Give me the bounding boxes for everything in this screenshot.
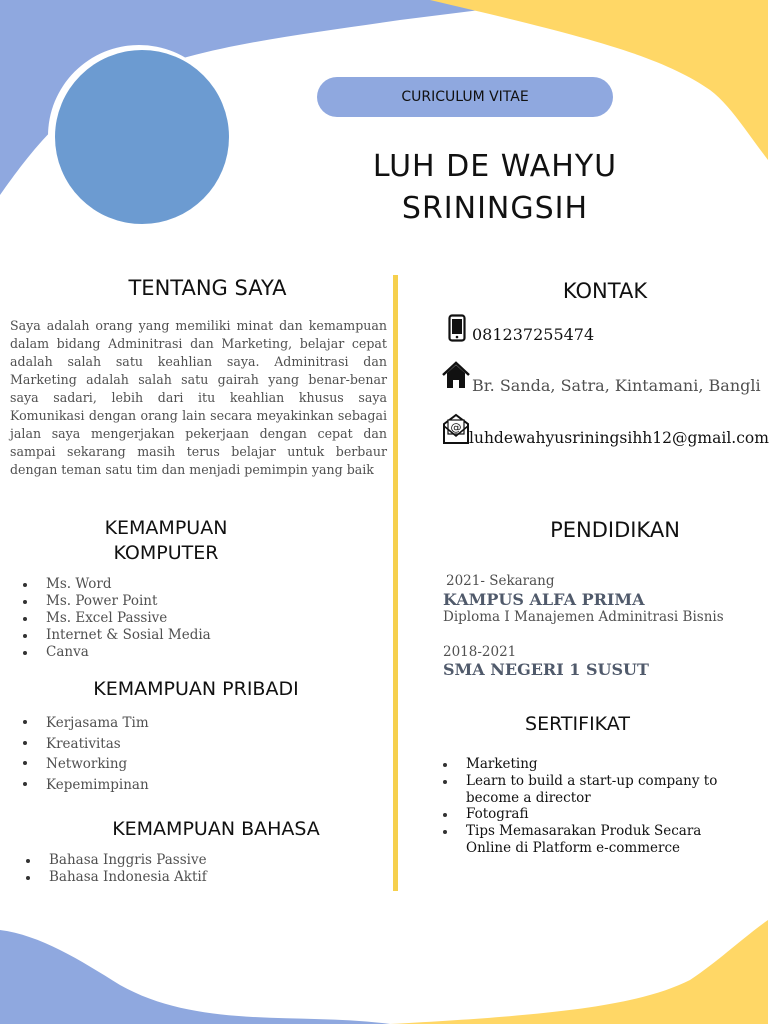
list-item: Learn to build a start-up company to become a director [440, 773, 720, 807]
column-divider [393, 275, 398, 891]
personal-skills-heading: KEMAMPUAN PRIBADI [93, 678, 299, 700]
list-item: Kreativitas [20, 734, 360, 755]
contact-address: Br. Sanda, Satra, Kintamani, Bangli [472, 376, 761, 395]
computer-skills-heading [66, 516, 266, 566]
phone-icon [448, 314, 466, 346]
computer-skills-heading-line1: KEMAMPUAN [104, 517, 228, 539]
list-item: Ms. Excel Passive [20, 610, 360, 627]
profile-photo-placeholder [55, 50, 229, 224]
education-program-1: Diploma I Manajemen Adminitrasi Bisnis [443, 609, 724, 625]
computer-skills-list [20, 576, 360, 661]
certificates-list [440, 756, 720, 857]
list-item: Fotografi [440, 806, 720, 823]
personal-skills-list [20, 713, 360, 795]
list-item: Bahasa Inggris Passive [23, 852, 363, 869]
list-item: Bahasa Indonesia Aktif [23, 869, 363, 886]
certificates-heading: SERTIFIKAT [525, 713, 630, 735]
list-item: Tips Memasarakan Produk Secara Online di Platform e-commerce [440, 823, 720, 857]
list-item: Kepemimpinan [20, 775, 360, 796]
person-name: LUH DE WAHYU SRININGSIH [372, 149, 618, 226]
svg-text:@: @ [450, 421, 462, 434]
about-text: Saya adalah orang yang memiliki minat dan kemampuan dalam bidang Adminitrasi dan Marketing, belajar cepat adalah salah satu keahlian saya. Adminitrasi dan Marketing adalah salah satu gairah yang benar-benar saya sadari, lebih dari itu keahlian khusus saya Komunikasi dengan orang lain secara meyakinkan sebagai jalan saya mengerjakan pekerjaan dengan cepat dan sampai sekarang masih terus belajar untuk berbaur dengan teman satu tim dan menjadi pemimpin yang baik [10, 318, 387, 477]
list-item: Ms. Word [20, 576, 360, 593]
cv-badge [317, 77, 613, 117]
about-heading: TENTANG SAYA [128, 276, 287, 300]
list-item: Networking [20, 754, 360, 775]
contact-email: luhdewahyusriningsihh12@gmail.com [469, 429, 769, 447]
home-icon [441, 360, 471, 394]
computer-skills-heading-line2: KOMPUTER [113, 542, 219, 564]
contact-phone: 081237255474 [472, 325, 595, 344]
list-item: Marketing [440, 756, 720, 773]
education-period-2: 2018-2021 [443, 644, 517, 660]
education-period-1: 2021- Sekarang [446, 573, 555, 589]
email-icon [443, 414, 469, 448]
contact-heading: KONTAK [562, 279, 648, 303]
list-item: Internet & Sosial Media [20, 627, 360, 644]
language-skills-list [23, 852, 363, 886]
list-item: Canva [20, 644, 360, 661]
education-heading: PENDIDIKAN [550, 518, 680, 542]
cv-badge-label: CURICULUM VITAE [401, 89, 529, 105]
education-school-1: KAMPUS ALFA PRIMA [443, 590, 645, 609]
education-school-2: SMA NEGERI 1 SUSUT [443, 660, 649, 679]
list-item: Kerjasama Tim [20, 713, 360, 734]
list-item: Ms. Power Point [20, 593, 360, 610]
bottom-right-yellow-shape [390, 920, 768, 1024]
language-skills-heading: KEMAMPUAN BAHASA [112, 818, 320, 840]
bottom-left-blue-shape [0, 930, 390, 1024]
